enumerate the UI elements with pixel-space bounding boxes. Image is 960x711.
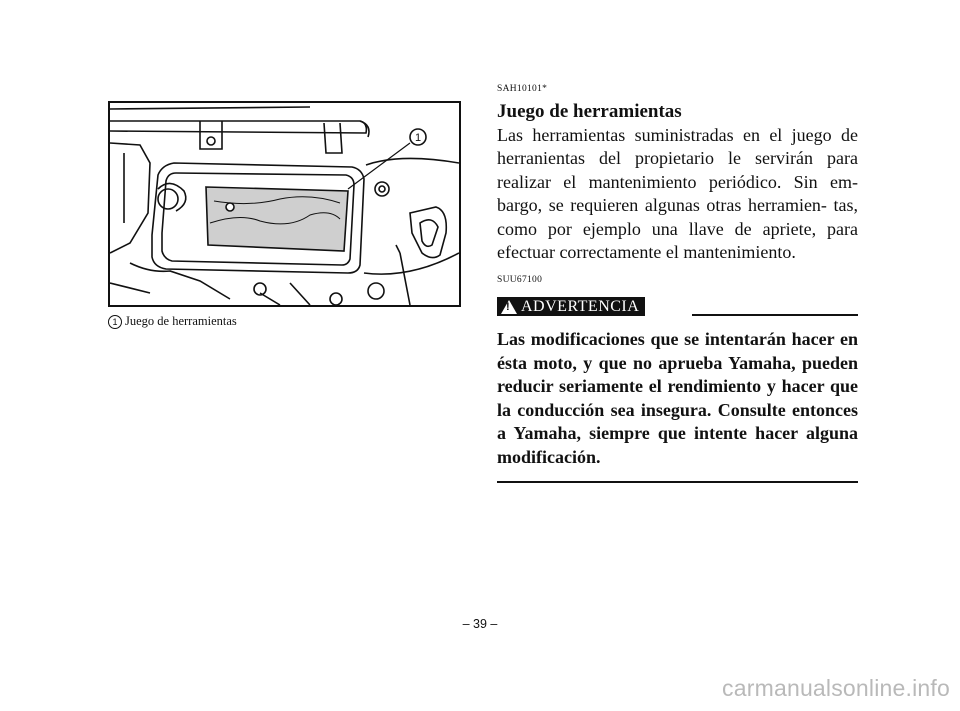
warning-header: [497, 296, 858, 320]
warning-triangle-icon: [501, 300, 517, 314]
watermark: carmanualsonline.info: [722, 675, 950, 701]
page-number: – 39 –: [462, 617, 498, 631]
warning-badge: [497, 297, 645, 316]
section-code: SAH10101*: [497, 84, 548, 94]
callout-number: 1: [414, 132, 422, 144]
caption-number: 1: [108, 315, 122, 329]
warning-bottom-rule: [497, 481, 858, 483]
section-body: Las herramientas suministradas en el juego de herranientas del propietario le servirán para realizar el mantenimiento periódico. Sin em- bargo, se requieren algunas otras herramien- tas, como por ejemplo una llave de apriete, para efectuar correctamente el mantenimiento.: [497, 125, 858, 263]
caption-text: Juego de herramientas: [125, 314, 237, 328]
warning-top-rule: [692, 314, 858, 316]
tool-kit-drawing: [110, 103, 459, 305]
warning-label: ADVERTENCIA: [521, 297, 640, 315]
warning-text: Las modificaciones que se intentarán hacer en ésta moto, y que no aprueba Yamaha, pueden reducir seriamente el rendimiento y hacer que la conducción sea insegura. Consulte entonces a Yamaha, siempre que intente hacer alguna modificación.: [497, 329, 858, 467]
tool-kit-illustration: [108, 101, 461, 307]
section-title: Juego de herramientas: [497, 101, 682, 122]
figure-caption: [108, 314, 237, 329]
warning-code: SUU67100: [497, 275, 543, 285]
